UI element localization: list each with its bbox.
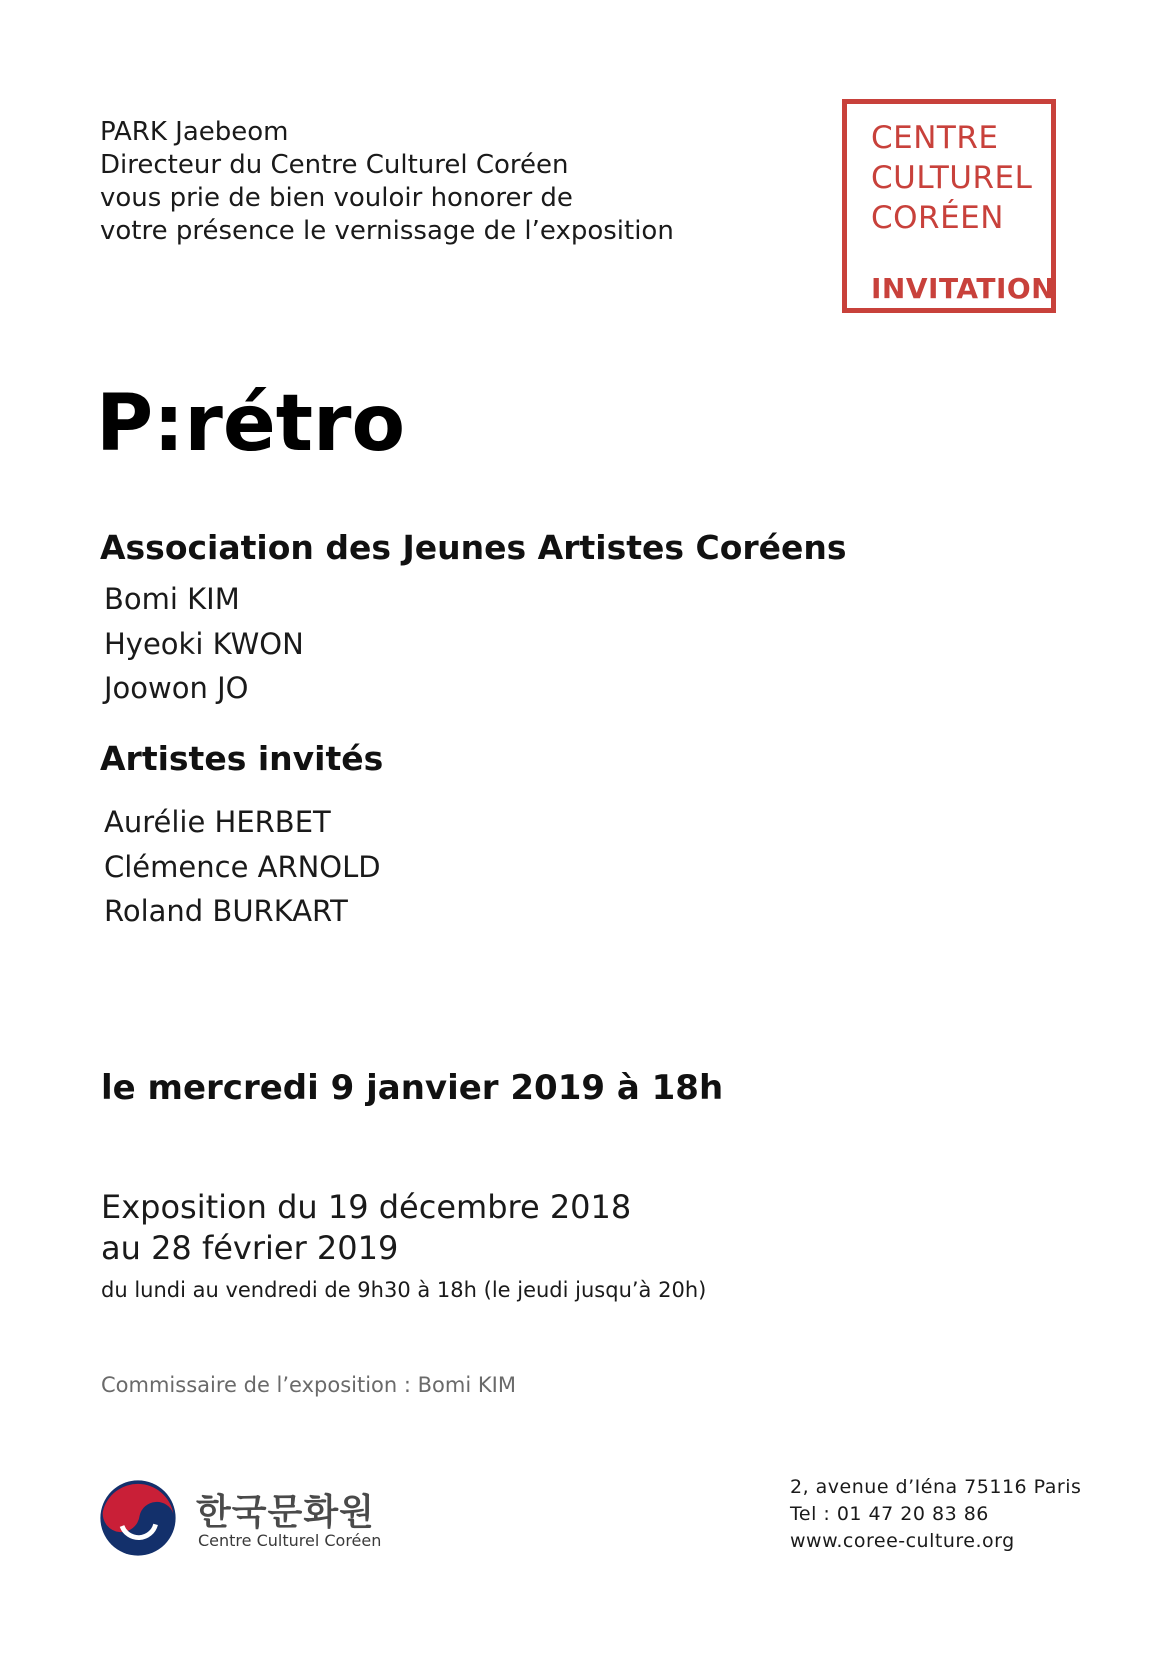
intro-line-director-name: PARK Jaebeom bbox=[100, 117, 289, 147]
intro-line-director-title: Directeur du Centre Culturel Coréen bbox=[100, 150, 569, 180]
exhibition-start: Exposition du 19 décembre 2018 bbox=[101, 1188, 632, 1226]
intro-line-vernissage: votre présence le vernissage de l’exposition bbox=[100, 216, 674, 246]
korean-centre-name: 한국문화원 bbox=[196, 1492, 375, 1533]
curator-credit: Commissaire de l’exposition : Bomi KIM bbox=[101, 1373, 516, 1397]
exhibition-title: P:rétro bbox=[96, 379, 406, 469]
logo-invitation-label: INVITATION bbox=[871, 272, 1056, 305]
invitation-intro bbox=[100, 116, 674, 248]
opening-hours: du lundi au vendredi de 9h30 à 18h (le jeudi jusqu’à 20h) bbox=[101, 1278, 707, 1302]
association-artist-list bbox=[104, 577, 304, 711]
street-address: 2, avenue d’Iéna 75116 Paris bbox=[790, 1476, 1082, 1498]
artist-name: Bomi KIM bbox=[104, 582, 240, 616]
intro-line-request: vous prie de bien vouloir honorer de bbox=[100, 183, 573, 213]
french-centre-name: Centre Culturel Coréen bbox=[198, 1531, 382, 1550]
artist-name: Roland BURKART bbox=[104, 894, 348, 928]
artist-name: Aurélie HERBET bbox=[104, 805, 331, 839]
website-link[interactable]: www.coree-culture.org bbox=[790, 1530, 1015, 1552]
logo-line-centre: CENTRE bbox=[871, 120, 999, 156]
logo-wordmark bbox=[871, 118, 1032, 238]
logo-line-coreen: CORÉEN bbox=[871, 200, 1004, 236]
exhibition-end: au 28 février 2019 bbox=[101, 1229, 399, 1267]
opening-date: le mercredi 9 janvier 2019 à 18h bbox=[101, 1068, 724, 1108]
guest-artist-list bbox=[104, 800, 381, 934]
phone-number: Tel : 01 47 20 83 86 bbox=[790, 1503, 989, 1525]
artist-name: Hyeoki KWON bbox=[104, 626, 304, 661]
korean-taegeuk-emblem-icon bbox=[98, 1478, 178, 1558]
exhibition-dates bbox=[101, 1187, 631, 1269]
logo-line-culturel: CULTUREL bbox=[871, 160, 1033, 196]
contact-block bbox=[790, 1474, 1081, 1555]
artist-name: Joowon JO bbox=[104, 671, 249, 705]
association-heading: Association des Jeunes Artistes Coréens bbox=[100, 528, 847, 567]
guest-artists-heading: Artistes invités bbox=[100, 739, 384, 778]
centre-logo-box bbox=[842, 99, 1056, 313]
artist-name: Clémence ARNOLD bbox=[104, 849, 381, 884]
